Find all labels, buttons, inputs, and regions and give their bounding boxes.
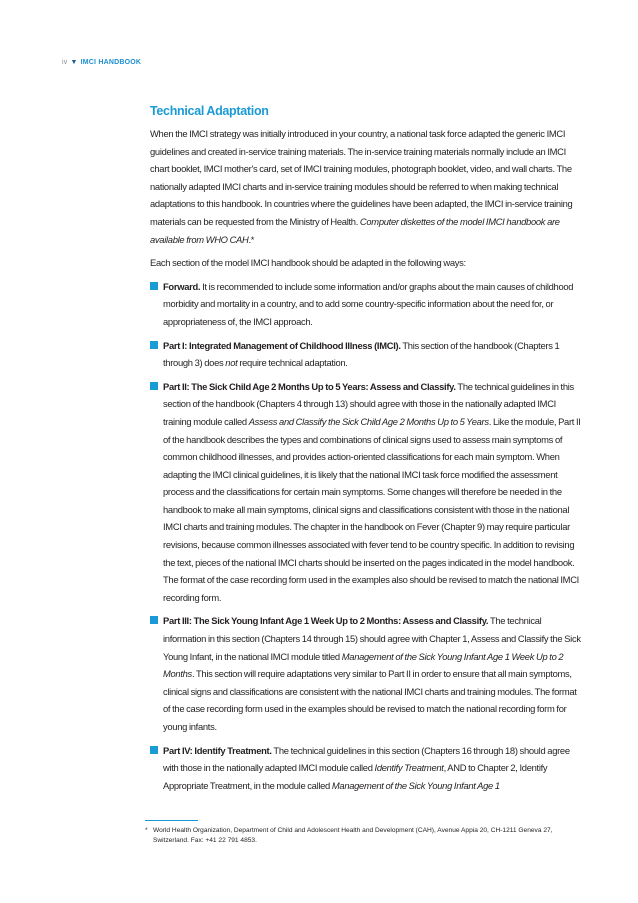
bullet-text: It is recommended to include some information and/or graphs about the main causes of childhood morbidity and mortality in a country, and to add some country-specific information about the need for, or appropriateness of, the IMCI approach.	[163, 280, 574, 327]
bullet-head: Part III: The Sick Young Infant Age 1 Week Up to 2 Months: Assess and Classify.	[163, 615, 489, 627]
lead-paragraph: Each section of the model IMCI handbook should be adapted in the following ways:	[150, 257, 466, 269]
bullet-text: The technical information in this section (Chapters 14 through 15) should agree with Chapter 1, Assess and Classify the Sick Young Infant, in the national IMCI module titled	[163, 615, 581, 662]
intro-text: When the IMCI strategy was initially introduced in your country, a national task force adapted the generic IMCI guidelines and created in-service training materials. The in-service training materials normally include an IMCI chart booklet, IMCI mother's card, set of IMCI training modules, photograph booklet, video, and wall charts. The nationally adapted IMCI charts and in-service training modules should be referred to when making technical adaptations to this handbook. In countries where the guidelines have been adapted, the IMCI in-service training materials can be requested from the Ministry of Health.	[150, 128, 573, 227]
bullet-head: Part II: The Sick Child Age 2 Months Up to 5 Years: Assess and Classify.	[163, 380, 456, 392]
bullet-head: Forward.	[163, 280, 201, 292]
bullet-square-icon	[150, 382, 158, 390]
bullet-square-icon	[150, 616, 158, 624]
footnote-line1: World Health Organization, Department of Child and Adolescent Health and Development (CAH), Avenue Appia 20, CH-1211 Geneva 27,	[153, 827, 553, 834]
running-head	[62, 59, 141, 66]
module-title: Assess and Classify the Sick Child Age 2 Months Up to 5 Years	[248, 415, 489, 427]
bullet-part2	[150, 378, 584, 607]
footnote	[145, 826, 585, 846]
bullet-part4	[150, 742, 584, 795]
intro-italic: Computer diskettes of the model IMCI handbook are available from WHO CAH	[150, 215, 560, 245]
bullet-text-mid: , AND to Chapter 2, Identify Appropriate Treatment, in the module called	[163, 762, 548, 791]
footnote-mark: *	[145, 827, 148, 834]
bullet-text: This section of the handbook (Chapters 1 through 3) does	[163, 339, 560, 369]
module-title: Management of the Sick Young Infant Age 1	[331, 779, 500, 791]
bullet-forward	[150, 278, 584, 331]
bullet-head: Part I: Integrated Management of Childhood Illness (IMCI).	[163, 339, 401, 351]
bullet-text-end: require technical adaptation.	[237, 357, 348, 369]
bullet-text: The technical guidelines in this section (Chapters 16 through 18) should agree with those in the nationally adapted IMCI module called	[163, 744, 570, 774]
bullet-text-end: . Like the module, Part II of the handbook describes the types and combinations of clinical signs used to assess main symptoms of common childhood illnesses, and provides action-oriented classifications for each main symptom. When adapting the IMCI clinical guidelines, it is likely that the national IMCI task force modified the assessment process and the classifications for certain main symptoms. Some changes will therefore be needed in the handbook to make all main symptoms, clinical signs and classifications consistent with those in the national IMCI charts and training modules. The chapter in the handbook on Fever (Chapter 9) may require particular revisions, because common illnesses associated with fever tend to be country specific. In addition to revising the text, pieces of the national IMCI charts should be inserted on the pages indicated in the model handbook. The format of the case recording form used in the examples also should be revised to match the national IMCI recording form.	[163, 415, 581, 603]
bullet-square-icon	[150, 746, 158, 754]
running-head-title: IMCI HANDBOOK	[80, 59, 142, 66]
module-title: Identify Treatment	[374, 762, 444, 774]
footnote-divider	[145, 820, 198, 821]
bullet-square-icon	[150, 282, 158, 290]
bullet-square-icon	[150, 341, 158, 349]
bullet-part3	[150, 612, 584, 735]
triangle-down-icon: ▼	[70, 59, 78, 66]
bullet-part1	[150, 337, 584, 372]
section-title: Technical Adaptation	[150, 104, 269, 118]
bullet-head: Part IV: Identify Treatment.	[163, 744, 272, 756]
bullet-emphasis: not	[225, 357, 238, 369]
footnote-line2: Switzerland. Fax: +41 22 791 4853.	[153, 837, 257, 845]
intro-paragraph	[150, 125, 584, 248]
bullet-text-end: . This section will require adaptations very similar to Part II in order to ensure that all main symptoms, clinical signs and classifications are consistent with the national IMCI charts and training modules. The format of the case recording form used in the examples should be revised to match the national recording form for young infants.	[163, 668, 577, 732]
footnote-ref: .*	[248, 233, 255, 245]
module-title: Management of the Sick Young Infant Age 1 Week Up to 2 Months	[163, 650, 564, 680]
page-number: iv	[62, 59, 68, 66]
main-content	[150, 103, 584, 800]
bullet-text: The technical guidelines in this section of the handbook (Chapters 4 through 13) should agree with those in the nationally adapted IMCI training module called	[163, 380, 574, 427]
